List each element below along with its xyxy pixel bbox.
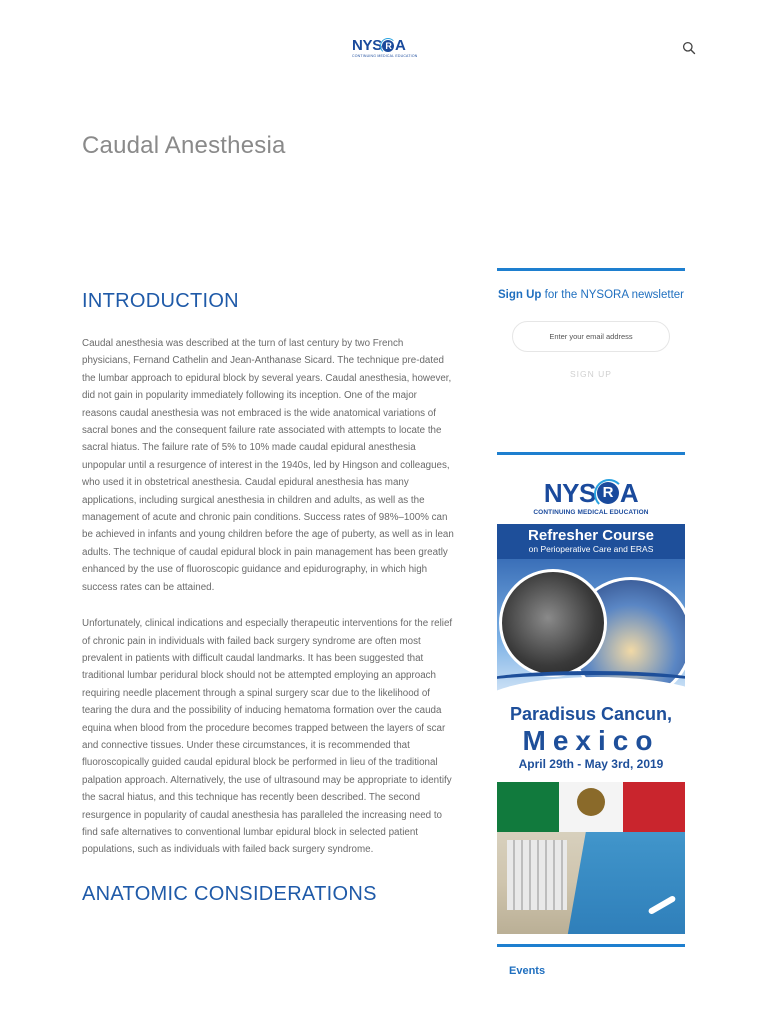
mexico-flag-beach-image <box>497 782 685 934</box>
ad-logo-subtitle: CONTINUING MEDICAL EDUCATION <box>533 509 649 516</box>
ad-bottom-divider <box>497 944 685 947</box>
nysora-logo[interactable] <box>352 38 418 62</box>
ad-dates: April 29th - May 3rd, 2019 <box>518 757 664 771</box>
search-icon[interactable] <box>682 41 696 55</box>
ad-title: Refresher Course <box>528 527 654 544</box>
ad-top-divider <box>497 452 685 455</box>
anatomic-considerations-heading: ANATOMIC CONSIDERATIONS <box>82 882 377 905</box>
newsletter-signup-widget <box>497 268 685 448</box>
ad-logo: NYS R A CONTINUING MEDICAL EDUCATION <box>497 480 685 516</box>
eagle-emblem-icon <box>577 788 605 816</box>
logo-wordmark: NYS R A <box>352 37 406 54</box>
article-paragraph: Caudal anesthesia was described at the turn of last century by two French physicians, Fernand Cathelin and Jean-Anthanase Sicard. The technique pre-dated the lumbar approach to epidural block by several years. Caudal anesthesia, however, did not gain in popularity immediately following its inception. One of the major reasons caudal anesthesia was not embraced is the wide anatomical variations of sacral bones and the consequent failure rate associated with attempts to locate the sacral hiatus. The failure rate of 5% to 10% made caudal epidural anesthesia unpopular until a resurgence of interest in the 1940s, led by Hingson and colleagues, who used it in obstetrical anesthesia. Caudal epidural anesthesia has many applications, including surgical anesthesia in children and adults, as well as the management of acute and chronic pain conditions. Success rates of 98%–100% can be achieved in infants and young children before the age of puberty, as well as in lean adults. The technique of caudal epidural block in pain management has been greatly enhanced by the use of fluoroscopic guidance and epidurography, in which high success rates can be attained. <box>82 338 454 593</box>
lecture-photo <box>499 569 607 677</box>
ad-photo-collage <box>497 559 685 709</box>
site-header <box>0 0 768 90</box>
ad-title-band <box>497 524 685 559</box>
flag-green-stripe <box>497 782 559 832</box>
article-paragraph: Unfortunately, clinical indications and especially therapeutic interventions for the relief of chronic pain in individuals with failed back surgery syndrome are often most prevalent in patients with difficult caudal landmarks. It has been suggested that traditional lumbar peridural block should not be attempted employing an approach requiring needle placement through a spinal surgery scar due to the likelihood of tearing the dura and the possibility of inducing hematoma formation over the cauda equina when blood from the procedure becomes trapped between the layers of scar and connective tissues. Under these circumstances, it is recommended that fluoroscopically guided caudal epidural block be performed in lieu of the traditional palpation approach. Alternatively, the use of ultrasound may be appropriate to identify the sacral hiatus, and this technique has recently been described. The second resurgence in popularity of caudal anesthesia has paralleled the increasing need to find safe alternatives to conventional lumbar epidural block in selected patient populations, such as individuals with failed back surgery syndrome. <box>82 618 453 856</box>
signup-text: Sign Up for the NYSORA newsletter <box>498 289 684 301</box>
page-title: Caudal Anesthesia <box>82 132 286 159</box>
logo-subtitle: CONTINUING MEDICAL EDUCATION <box>352 54 418 58</box>
ad-venue: Paradisus Cancun, <box>509 704 673 724</box>
logo-ring-icon: R <box>382 40 394 52</box>
hotel-buildings <box>507 840 567 910</box>
introduction-heading: INTRODUCTION <box>82 290 239 312</box>
boat-wake <box>648 895 677 915</box>
signup-button[interactable]: SIGN UP <box>570 368 612 379</box>
ad-subtitle: on Perioperative Care and ERAS <box>528 544 654 554</box>
ad-logo-ring-icon: R <box>597 482 619 504</box>
signup-link[interactable]: Sign Up <box>498 289 542 301</box>
refresher-course-ad[interactable] <box>497 472 685 940</box>
email-field[interactable] <box>512 321 670 352</box>
flag-red-stripe <box>623 782 685 832</box>
ad-country: Mexico <box>522 725 660 756</box>
article-content <box>82 290 454 906</box>
ad-location <box>497 703 685 772</box>
events-link[interactable]: Events <box>509 965 546 977</box>
